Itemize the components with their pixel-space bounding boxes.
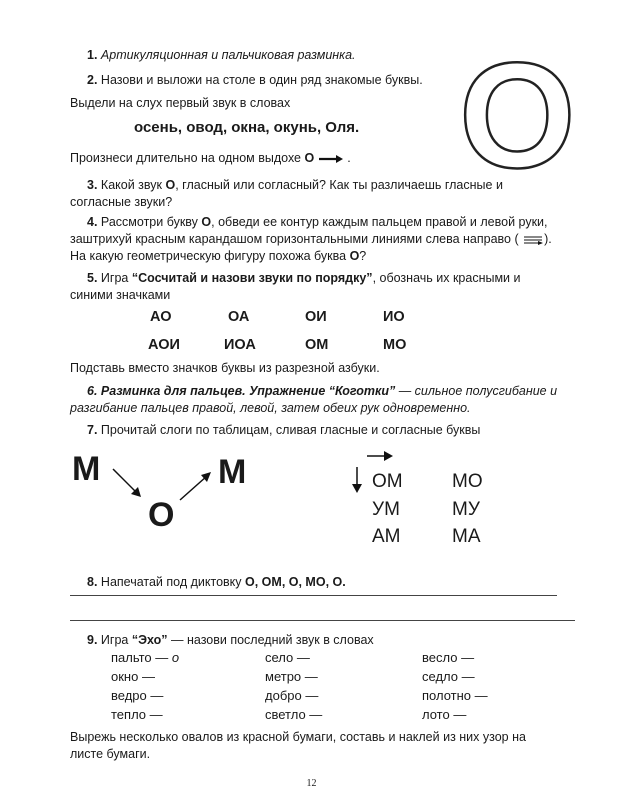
arrow-up-right-icon	[180, 472, 211, 500]
echo-word: добро —	[265, 688, 319, 703]
echo-word: метро —	[265, 669, 318, 684]
task-3-number: 3.	[87, 178, 98, 192]
task-9-number: 9.	[87, 633, 98, 647]
task-8-text: Напечатай под диктовку	[100, 575, 242, 589]
final-line-1: Вырежь несколько овалов из красной бумаги, составь и наклей из них узор на	[70, 730, 526, 744]
syllable: ИОА	[224, 337, 256, 353]
task-6-number: 6.	[87, 384, 98, 398]
task-4-line-3-text: На какую геометрическую фигуру похожа буква	[70, 249, 347, 263]
writing-line	[70, 620, 575, 621]
syllable: ОИ	[305, 309, 327, 325]
page-number: 12	[306, 778, 317, 789]
task-3-letter: О	[165, 178, 176, 192]
echo-word: село —	[265, 650, 310, 665]
task-5-line-2: синими значками	[70, 288, 171, 302]
task-4-line-3-end: ?	[359, 249, 367, 263]
echo-word: весло —	[422, 650, 475, 665]
task-6-text: Разминка для пальцев. Упражнение	[100, 384, 326, 398]
table-cell: УМ	[372, 499, 400, 520]
syllable: ОА	[228, 309, 250, 325]
table-cell: АМ	[372, 526, 401, 547]
syllable: МО	[383, 337, 407, 353]
task-5-after: Подставь вместо значков буквы из разрезной азбуки.	[70, 361, 380, 375]
task-4-line-2-text: заштрихуй красным карандашом горизонтальными линиями слева направо (	[70, 232, 519, 246]
task-9	[87, 633, 374, 647]
echo-word: седло —	[422, 669, 475, 684]
task-1-text: Артикуляционная и пальчиковая разминка.	[100, 48, 356, 62]
task-2-line-4-text: Произнеси длительно на одном выдохе	[70, 151, 301, 165]
task-4-line-3-letter: О	[349, 249, 360, 263]
task-8-items: О, ОМ, О, МО, О.	[245, 575, 346, 589]
task-6-line-2: разгибание пальцев правой, левой, затем обеих рук одновременно.	[70, 401, 471, 415]
task-2-line-4: Произнеси длительно на одном выдохе О .	[70, 151, 351, 165]
table-cell: ОМ	[372, 471, 403, 492]
task-2-line-2: Выдели на слух первый звук в словах	[70, 96, 291, 110]
task-9-game: “Эхо”	[131, 633, 168, 647]
final-line-2: листе бумаги.	[70, 747, 151, 761]
task-5-rest: , обозначь их красными и	[372, 271, 521, 285]
echo-word: ведро —	[111, 688, 164, 703]
echo-word: лото —	[422, 707, 467, 722]
task-4-line-2-end: ).	[544, 232, 552, 246]
echo-word: светло —	[265, 707, 323, 722]
syllable: ОМ	[305, 337, 329, 353]
table-cell: МО	[452, 471, 483, 492]
arrow-down-right-icon	[113, 469, 141, 497]
task-3-rest: , гласный или согласный? Как ты различаешь гласные и	[175, 178, 503, 192]
syllable: АОИ	[148, 337, 180, 353]
task-4-number: 4.	[87, 215, 98, 229]
task-2-letter: О	[304, 151, 315, 165]
task-2-number: 2.	[87, 73, 98, 87]
task-5-text: Игра	[100, 271, 129, 285]
task-2-words: осень, овод, окна, окунь, Оля.	[134, 119, 360, 136]
table-cell: МУ	[452, 499, 480, 520]
echo-word: пальто — о	[111, 650, 180, 665]
task-7-number: 7.	[87, 423, 98, 437]
table-arrow-right-icon	[367, 451, 393, 461]
table-arrow-down-icon	[352, 467, 362, 493]
task-5-game: “Сосчитай и назови звуки по порядку”	[131, 271, 373, 285]
big-letter-o: О	[459, 31, 576, 199]
writing-line	[70, 595, 557, 596]
task-6-game: “Коготки”	[328, 384, 396, 398]
task-3-line-2: согласные звуки?	[70, 195, 173, 209]
task-5-number: 5.	[87, 271, 98, 285]
task-8-number: 8.	[87, 575, 98, 589]
echo-word: окно —	[111, 669, 155, 684]
echo-word: тепло —	[111, 707, 163, 722]
task-4-letter: О	[201, 215, 212, 229]
task-7-text: Прочитай слоги по таблицам, сливая гласные и согласные буквы	[100, 423, 481, 437]
scheme-left-letter: М	[72, 450, 101, 488]
syllable: АО	[150, 309, 172, 325]
echo-answer: о	[171, 650, 180, 665]
task-4-text: Рассмотри букву	[100, 215, 198, 229]
task-4-rest: , обведи ее контур каждым пальцем правой и левой руки,	[211, 215, 548, 229]
table-cell: МА	[452, 526, 481, 547]
task-9-rest: — назови последний звук в словах	[167, 633, 374, 647]
task-6-rest: — сильное полусгибание и	[395, 384, 558, 398]
syllable: ИО	[383, 309, 405, 325]
task-2-text: Назови и выложи на столе в один ряд знакомые буквы.	[100, 73, 423, 87]
task-1-number: 1.	[87, 48, 98, 62]
task-3-text: Какой звук	[100, 178, 162, 192]
echo-word: полотно —	[422, 688, 488, 703]
scheme-mid-letter: О	[148, 496, 175, 534]
task-8	[87, 575, 346, 589]
task-9-text: Игра	[100, 633, 129, 647]
scheme-right-letter: М	[218, 453, 247, 491]
